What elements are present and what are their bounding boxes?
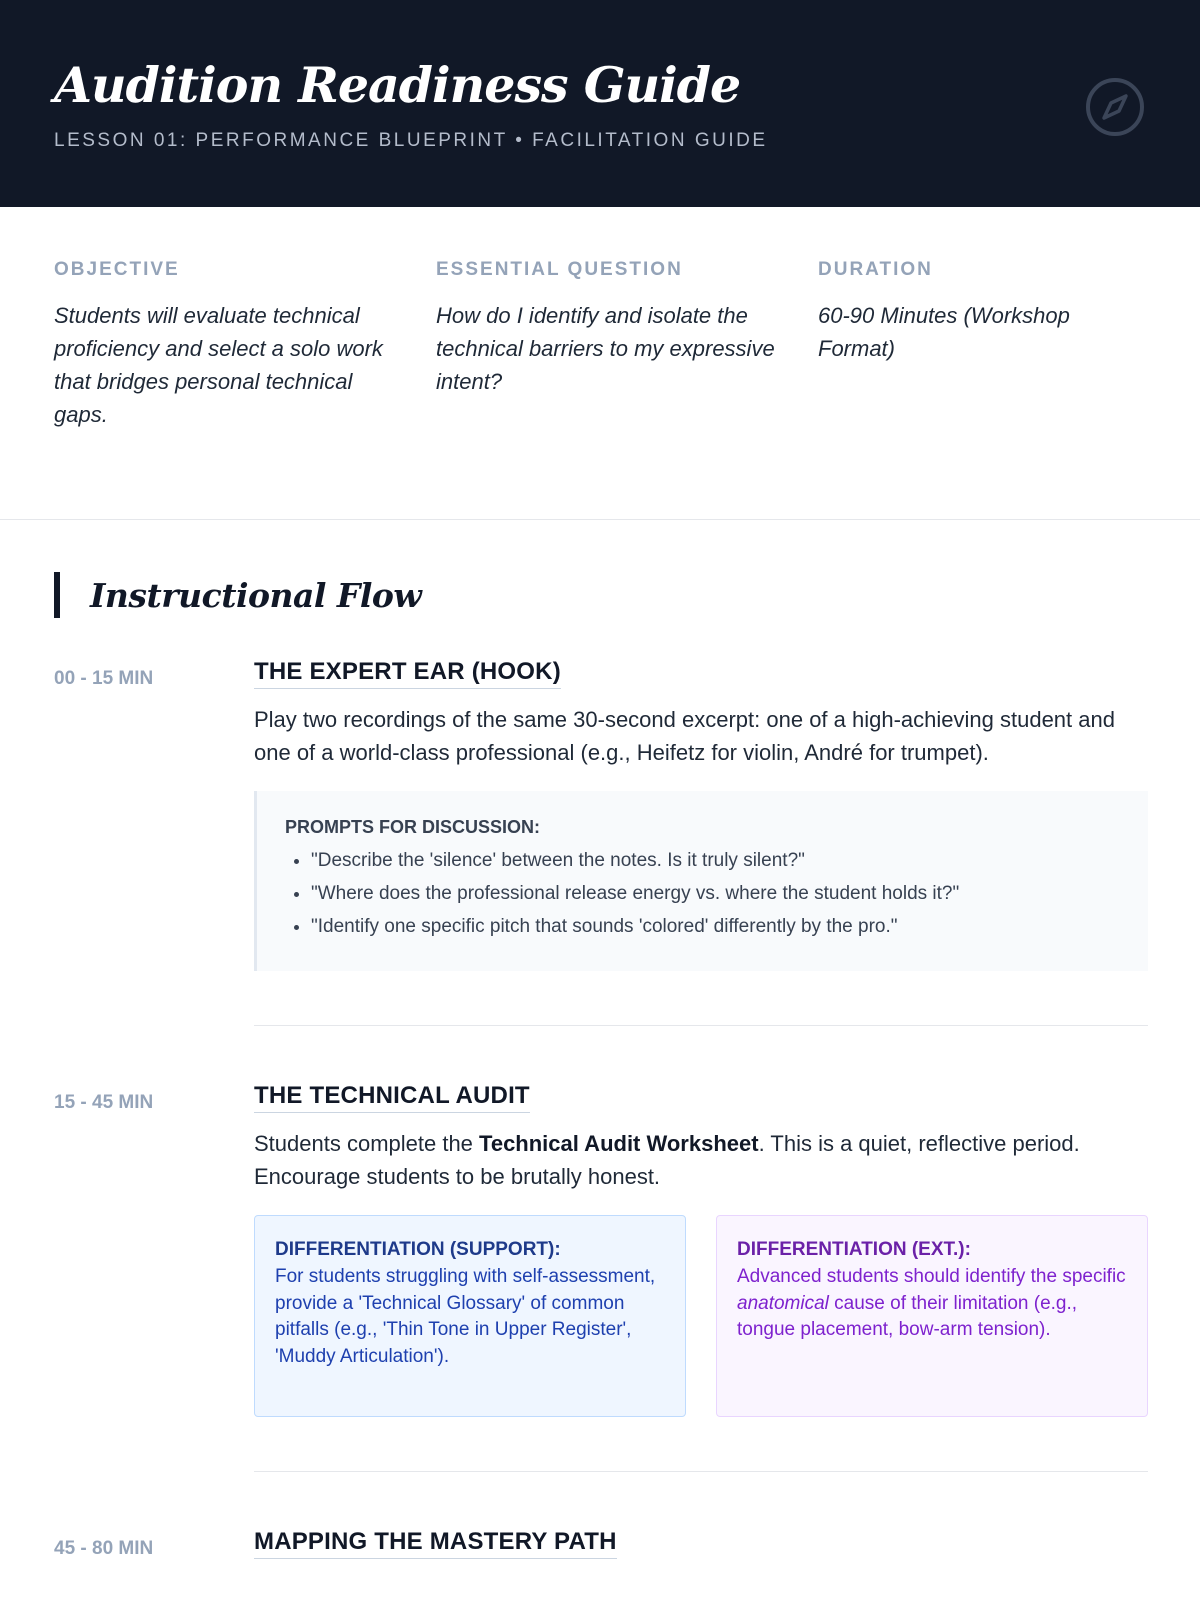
- discussion-prompts-box: [254, 791, 1148, 971]
- duration-section: [818, 259, 1148, 519]
- differentiation-support-box: [254, 1215, 686, 1417]
- objective-label: OBJECTIVE: [54, 259, 180, 280]
- step-time: 15 - 45 MIN: [54, 1092, 154, 1113]
- essential-question-section: [436, 259, 818, 519]
- flow-step: [0, 1082, 1200, 1417]
- step-divider: [254, 1471, 1148, 1472]
- step-title: THE EXPERT EAR (HOOK): [254, 658, 561, 689]
- lesson-overview: [0, 207, 1200, 520]
- step-description: [254, 1127, 1148, 1193]
- flow-step: [0, 1528, 1200, 1560]
- objective-text: Students will evaluate technical proficiency and select a solo work that bridges personal technical gaps.: [54, 303, 383, 427]
- prompts-label: PROMPTS FOR DISCUSSION:: [285, 817, 541, 837]
- page-header: [0, 0, 1200, 207]
- prompt-item: • "Where does the professional release energy vs. where the student holds it?": [311, 877, 1120, 910]
- page-title: Audition Readiness Guide: [54, 56, 741, 114]
- compass-icon: [1084, 76, 1146, 138]
- extension-label: DIFFERENTIATION (EXT.):: [737, 1239, 971, 1260]
- step-description-text: Students complete the: [254, 1131, 480, 1156]
- extension-emphasis: anatomical: [737, 1292, 829, 1314]
- objective-section: [54, 259, 436, 519]
- step-body: [254, 1528, 1148, 1560]
- page-subtitle: LESSON 01: PERFORMANCE BLUEPRINT • FACILITATION GUIDE: [54, 130, 768, 151]
- essential-question-label: ESSENTIAL QUESTION: [436, 259, 683, 280]
- step-body: [254, 658, 1148, 971]
- flow-step: [0, 658, 1200, 971]
- step-body: [254, 1082, 1148, 1417]
- support-label: DIFFERENTIATION (SUPPORT):: [275, 1239, 561, 1260]
- extension-text-part: Advanced students should identify the specific: [737, 1266, 1126, 1287]
- differentiation-row: [254, 1215, 1148, 1417]
- step-description: Play two recordings of the same 30-second excerpt: one of a high-achieving student and one of a world-class professional (e.g., Heifetz for violin, André for trumpet).: [254, 707, 1115, 765]
- step-title: MAPPING THE MASTERY PATH: [254, 1528, 617, 1559]
- step-divider: [254, 1025, 1148, 1026]
- essential-question-text: How do I identify and isolate the technical barriers to my expressive intent?: [436, 303, 775, 394]
- section-title: Instructional Flow: [90, 575, 422, 615]
- prompts-list: [285, 844, 1120, 943]
- heading-accent-bar: [54, 572, 60, 618]
- duration-text: 60-90 Minutes (Workshop Format): [818, 303, 1070, 361]
- step-description-text: . This is a quiet, reflective period. Encourage students to be brutally honest.: [254, 1131, 1080, 1189]
- prompt-item: • "Describe the 'silence' between the notes. Is it truly silent?": [311, 844, 1120, 877]
- step-time: 45 - 80 MIN: [54, 1538, 154, 1559]
- step-time: 00 - 15 MIN: [54, 668, 154, 689]
- step-title: THE TECHNICAL AUDIT: [254, 1082, 530, 1113]
- support-text: For students struggling with self-assessment, provide a 'Technical Glossary' of common pitfalls (e.g., 'Thin Tone in Upper Register', 'Muddy Articulation').: [275, 1266, 656, 1367]
- differentiation-extension-box: [716, 1215, 1148, 1417]
- worksheet-name: Technical Audit Worksheet: [479, 1131, 759, 1156]
- duration-label: DURATION: [818, 259, 933, 280]
- instructional-flow-heading: [54, 572, 1200, 618]
- extension-text: [737, 1264, 1127, 1344]
- extension-text-part: cause of their limitation (e.g., tongue placement, bow-arm tension).: [737, 1292, 1078, 1340]
- prompt-item: • "Identify one specific pitch that sounds 'colored' differently by the pro.": [311, 910, 1120, 943]
